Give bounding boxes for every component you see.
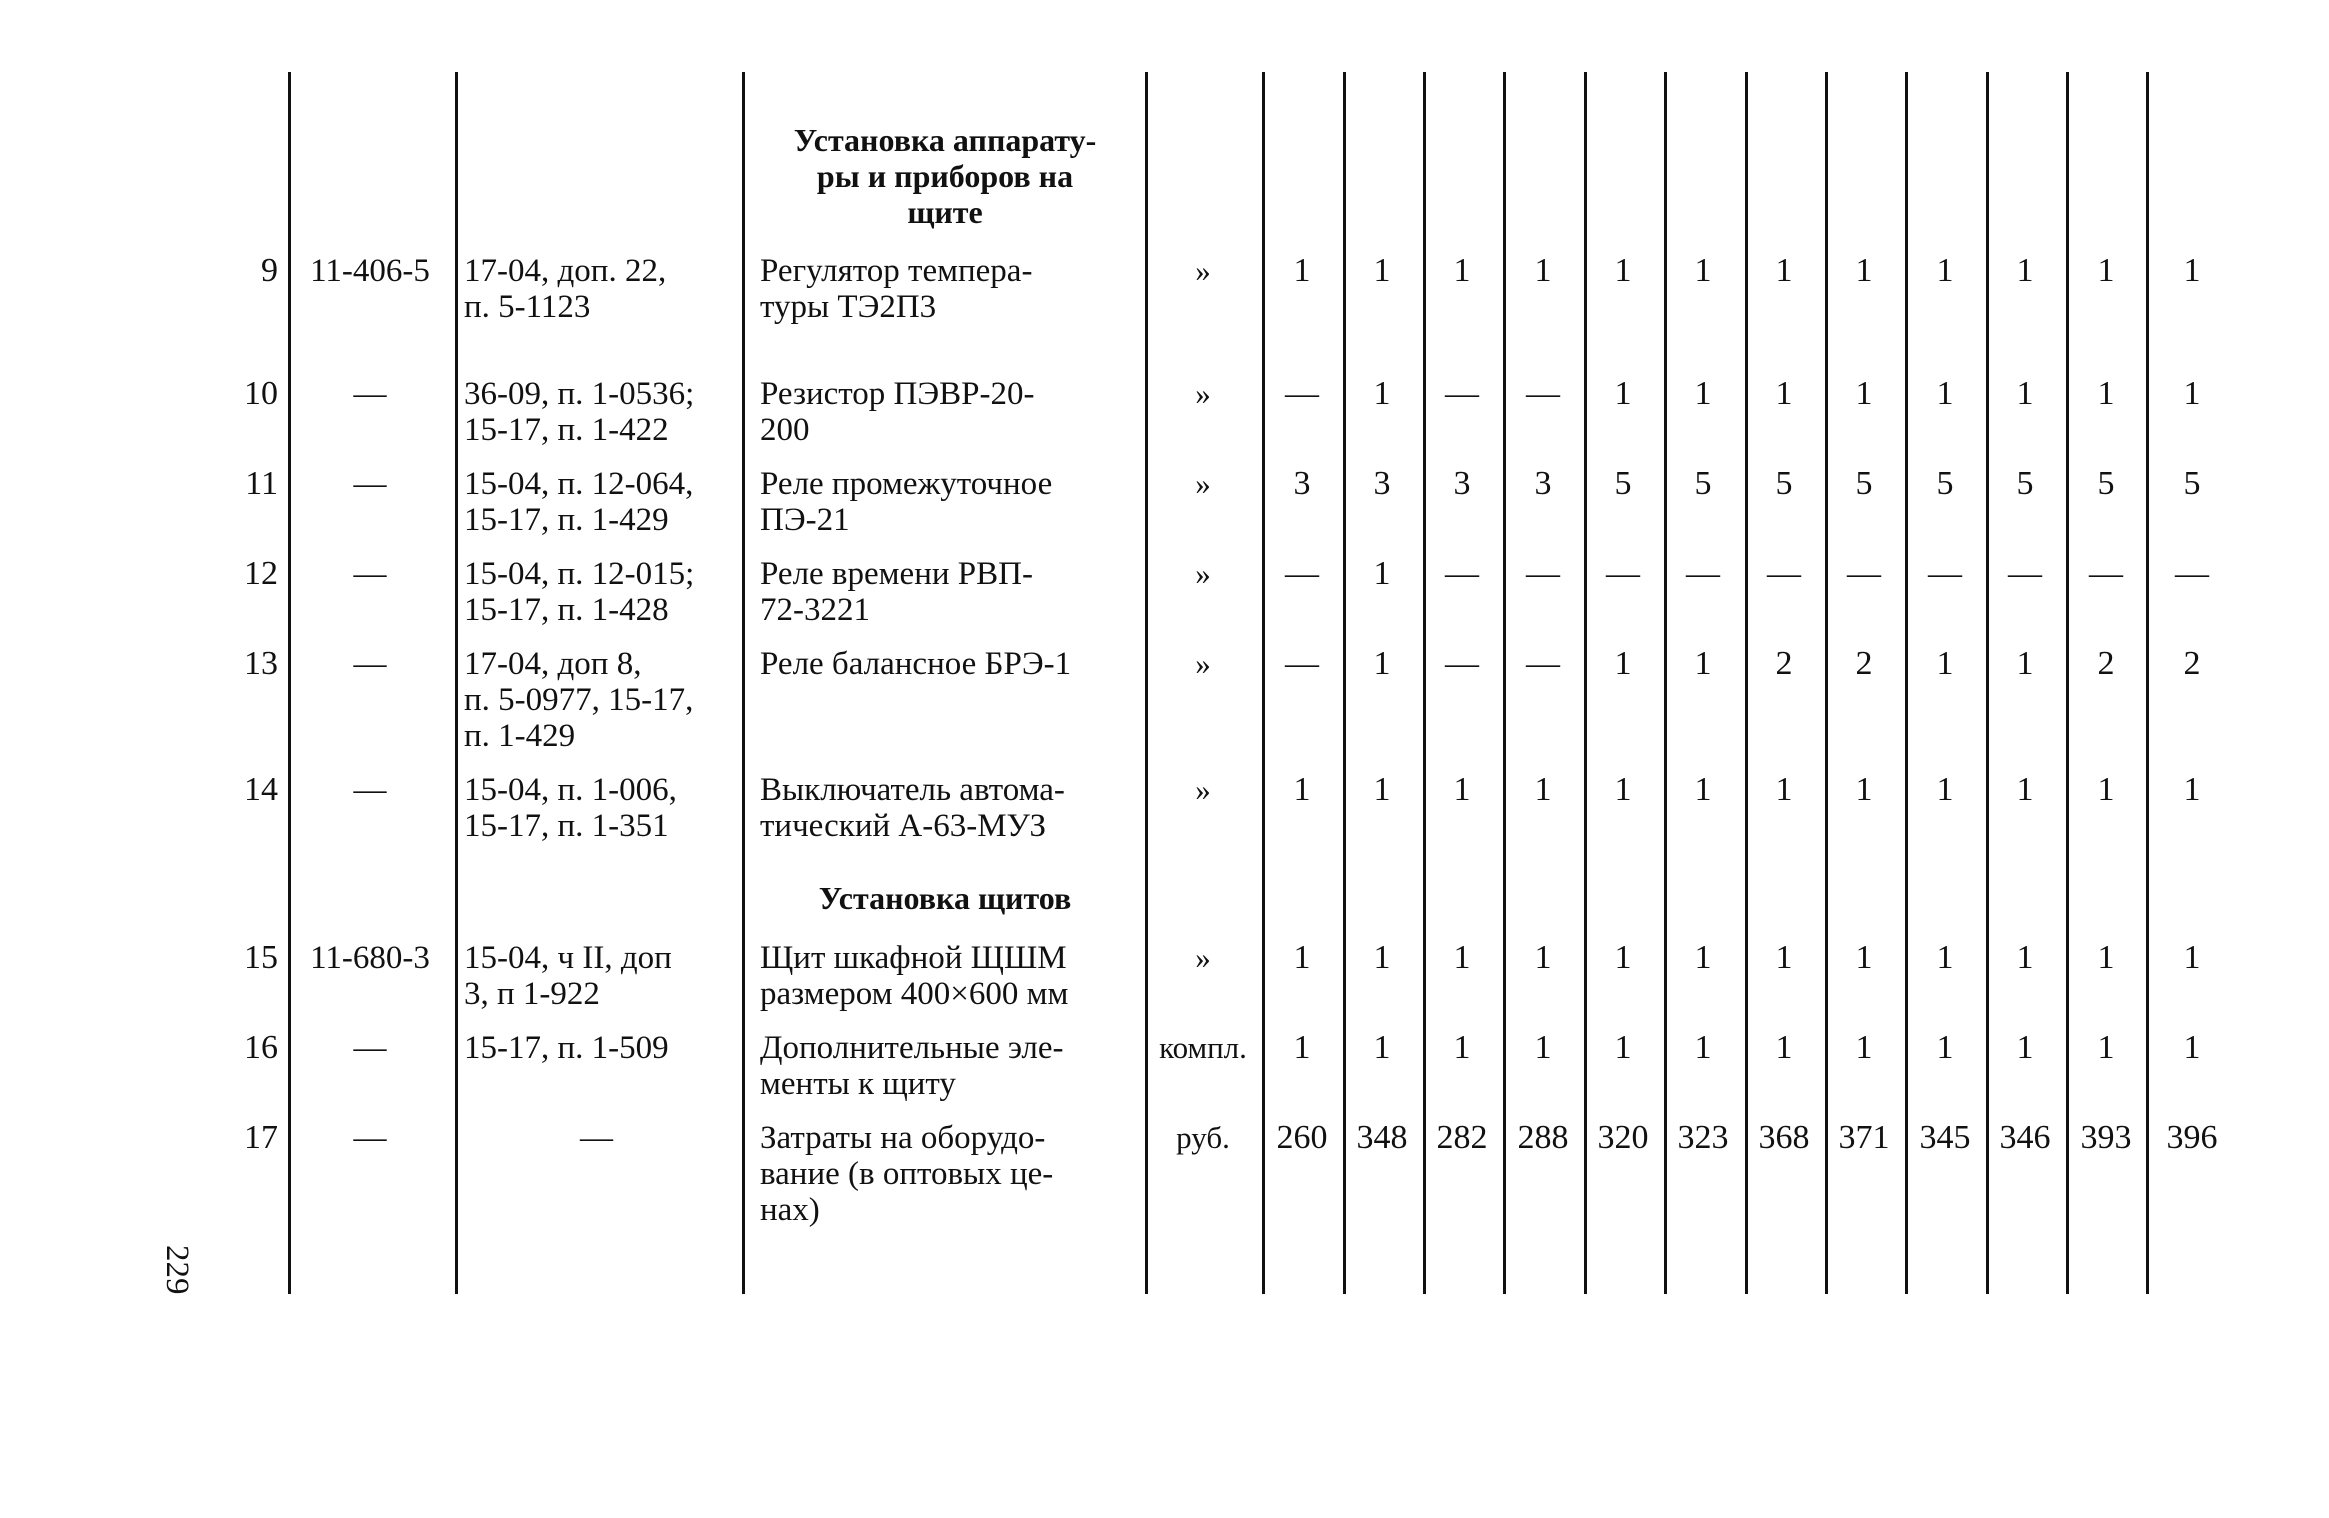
item-name: Щит шкафной ЩШМ размером 400×600 мм: [760, 940, 1069, 1012]
reference: 17-04, доп 8, п. 5-0977, 15-17, п. 1-429: [464, 646, 694, 754]
column-rule: [288, 72, 291, 1294]
value-cell: 2: [2097, 645, 2115, 682]
value-cell: 320: [1597, 1119, 1649, 1156]
column-rule: [1664, 72, 1667, 1294]
value-cell: 1: [1694, 1029, 1712, 1066]
value-cell: —: [1847, 555, 1881, 592]
value-cell: 1: [2183, 252, 2201, 289]
norm-code: 11-680-3: [310, 940, 430, 976]
row-number: 14: [244, 771, 278, 808]
value-cell: 5: [1694, 465, 1712, 502]
value-cell: 1: [1694, 645, 1712, 682]
section-heading: Установка аппарату- ры и приборов на щите: [793, 122, 1097, 230]
column-rule: [1745, 72, 1748, 1294]
column-rule: [2146, 72, 2149, 1294]
value-cell: 396: [2166, 1119, 2218, 1156]
unit: »: [1195, 940, 1211, 975]
value-cell: 2: [1855, 645, 1873, 682]
unit: »: [1195, 376, 1211, 411]
reference: 15-04, п. 1-006, 15-17, п. 1-351: [464, 772, 677, 844]
section-heading: Установка щитов: [818, 880, 1072, 916]
value-cell: —: [1767, 555, 1801, 592]
value-cell: 282: [1436, 1119, 1488, 1156]
value-cell: 5: [2097, 465, 2115, 502]
value-cell: 1: [1534, 252, 1552, 289]
value-cell: 2: [2183, 645, 2201, 682]
page-number: 229: [159, 1245, 195, 1295]
value-cell: 260: [1276, 1119, 1328, 1156]
value-cell: 1: [1614, 375, 1632, 412]
column-rule: [1262, 72, 1265, 1294]
value-cell: —: [1526, 375, 1560, 412]
unit: »: [1195, 646, 1211, 681]
value-cell: 5: [2016, 465, 2034, 502]
value-cell: 1: [2016, 939, 2034, 976]
value-cell: —: [2089, 555, 2123, 592]
value-cell: 1: [1293, 252, 1311, 289]
value-cell: 1: [2097, 375, 2115, 412]
item-name: Резистор ПЭВР-20- 200: [760, 376, 1035, 448]
value-cell: 1: [1775, 939, 1793, 976]
value-cell: 345: [1919, 1119, 1971, 1156]
value-cell: 3: [1373, 465, 1391, 502]
reference: 36-09, п. 1-0536; 15-17, п. 1-422: [464, 376, 695, 448]
unit: »: [1195, 556, 1211, 591]
value-cell: —: [1445, 375, 1479, 412]
value-cell: 3: [1293, 465, 1311, 502]
value-cell: —: [1285, 555, 1319, 592]
unit: компл.: [1159, 1030, 1247, 1065]
value-cell: 1: [1373, 645, 1391, 682]
value-cell: 368: [1758, 1119, 1810, 1156]
row-number: 9: [261, 252, 278, 289]
value-cell: 1: [1614, 252, 1632, 289]
value-cell: 1: [2097, 939, 2115, 976]
value-cell: 1: [1694, 771, 1712, 808]
column-rule: [1825, 72, 1828, 1294]
value-cell: 1: [1694, 252, 1712, 289]
value-cell: 1: [1453, 252, 1471, 289]
row-number: 12: [244, 555, 278, 592]
value-cell: 1: [2183, 939, 2201, 976]
value-cell: 1: [1453, 939, 1471, 976]
item-name: Затраты на оборудо- вание (в оптовых це- нах): [760, 1120, 1054, 1228]
value-cell: 1: [2016, 645, 2034, 682]
value-cell: 1: [1936, 375, 1954, 412]
value-cell: 393: [2080, 1119, 2132, 1156]
norm-code: —: [353, 556, 387, 592]
value-cell: 348: [1356, 1119, 1408, 1156]
column-rule: [455, 72, 458, 1294]
value-cell: 5: [1614, 465, 1632, 502]
norm-code: —: [353, 646, 387, 682]
value-cell: 1: [1775, 252, 1793, 289]
value-cell: 3: [1453, 465, 1471, 502]
value-cell: 1: [2183, 771, 2201, 808]
reference: 15-04, п. 12-015; 15-17, п. 1-428: [464, 556, 695, 628]
value-cell: 1: [1614, 645, 1632, 682]
value-cell: 1: [1373, 555, 1391, 592]
item-name: Регулятор темпера- туры ТЭ2П3: [760, 253, 1033, 325]
value-cell: 1: [1534, 1029, 1552, 1066]
value-cell: 5: [1775, 465, 1793, 502]
item-name: Выключатель автома- тический А-63-МУЗ: [760, 772, 1065, 844]
value-cell: 1: [1936, 645, 1954, 682]
value-cell: 1: [1373, 252, 1391, 289]
norm-code: 11-406-5: [310, 253, 430, 289]
value-cell: 1: [2016, 1029, 2034, 1066]
value-cell: —: [1285, 375, 1319, 412]
value-cell: 1: [1855, 771, 1873, 808]
row-number: 16: [244, 1029, 278, 1066]
value-cell: 5: [2183, 465, 2201, 502]
value-cell: 1: [2016, 252, 2034, 289]
value-cell: 3: [1534, 465, 1552, 502]
reference: 17-04, доп. 22, п. 5-1123: [464, 253, 667, 325]
value-cell: 1: [1614, 771, 1632, 808]
value-cell: 1: [1775, 375, 1793, 412]
value-cell: 1: [1373, 939, 1391, 976]
value-cell: 1: [1855, 252, 1873, 289]
value-cell: 1: [1936, 252, 1954, 289]
column-rule: [1986, 72, 1989, 1294]
value-cell: —: [2008, 555, 2042, 592]
row-number: 15: [244, 939, 278, 976]
value-cell: 371: [1838, 1119, 1890, 1156]
value-cell: 1: [1855, 375, 1873, 412]
column-rule: [1503, 72, 1506, 1294]
column-rule: [2066, 72, 2069, 1294]
value-cell: 1: [1855, 1029, 1873, 1066]
item-name: Дополнительные эле- менты к щиту: [760, 1030, 1064, 1102]
norm-code: —: [353, 1030, 387, 1066]
value-cell: 1: [1453, 1029, 1471, 1066]
row-number: 11: [245, 465, 278, 502]
row-number: 13: [244, 645, 278, 682]
reference: —: [580, 1120, 613, 1156]
value-cell: —: [1686, 555, 1720, 592]
item-name: Реле времени РВП- 72-3221: [760, 556, 1033, 628]
value-cell: 1: [1373, 375, 1391, 412]
value-cell: —: [1445, 645, 1479, 682]
value-cell: 1: [1936, 1029, 1954, 1066]
value-cell: —: [1606, 555, 1640, 592]
item-name: Реле балансное БРЭ-1: [760, 646, 1072, 682]
unit: »: [1195, 466, 1211, 501]
value-cell: 1: [2097, 771, 2115, 808]
column-rule: [1343, 72, 1346, 1294]
reference: 15-04, ч II, доп 3, п 1-922: [464, 940, 672, 1012]
column-rule: [1905, 72, 1908, 1294]
value-cell: 1: [1775, 771, 1793, 808]
value-cell: 1: [2183, 1029, 2201, 1066]
value-cell: —: [1445, 555, 1479, 592]
value-cell: 323: [1677, 1119, 1729, 1156]
unit: руб.: [1176, 1120, 1230, 1155]
value-cell: —: [1526, 555, 1560, 592]
value-cell: 1: [1694, 939, 1712, 976]
norm-code: —: [353, 376, 387, 412]
value-cell: —: [2175, 555, 2209, 592]
value-cell: 1: [1534, 939, 1552, 976]
value-cell: 1: [1453, 771, 1471, 808]
item-name: Реле промежуточное ПЭ-21: [760, 466, 1053, 538]
value-cell: 1: [2097, 1029, 2115, 1066]
value-cell: 1: [1534, 771, 1552, 808]
value-cell: 1: [1614, 1029, 1632, 1066]
value-cell: 1: [1293, 771, 1311, 808]
norm-code: —: [353, 1120, 387, 1156]
column-rule: [742, 72, 745, 1294]
column-rule: [1423, 72, 1426, 1294]
norm-code: —: [353, 466, 387, 502]
value-cell: 1: [1694, 375, 1712, 412]
value-cell: 1: [1775, 1029, 1793, 1066]
row-number: 10: [244, 375, 278, 412]
value-cell: 1: [1373, 1029, 1391, 1066]
row-number: 17: [244, 1119, 278, 1156]
value-cell: 1: [1936, 771, 1954, 808]
norm-code: —: [353, 772, 387, 808]
value-cell: —: [1526, 645, 1560, 682]
value-cell: 288: [1517, 1119, 1569, 1156]
unit: »: [1195, 772, 1211, 807]
value-cell: 1: [2016, 771, 2034, 808]
reference: 15-04, п. 12-064, 15-17, п. 1-429: [464, 466, 694, 538]
value-cell: 5: [1855, 465, 1873, 502]
value-cell: 1: [2097, 252, 2115, 289]
value-cell: 346: [1999, 1119, 2051, 1156]
reference: 15-17, п. 1-509: [464, 1030, 669, 1066]
value-cell: —: [1928, 555, 1962, 592]
value-cell: 1: [1936, 939, 1954, 976]
value-cell: 1: [1373, 771, 1391, 808]
value-cell: 1: [1293, 939, 1311, 976]
column-rule: [1584, 72, 1587, 1294]
value-cell: 1: [1614, 939, 1632, 976]
value-cell: 1: [1855, 939, 1873, 976]
value-cell: —: [1285, 645, 1319, 682]
unit: »: [1195, 253, 1211, 288]
value-cell: 1: [1293, 1029, 1311, 1066]
value-cell: 5: [1936, 465, 1954, 502]
value-cell: 2: [1775, 645, 1793, 682]
value-cell: 1: [2183, 375, 2201, 412]
value-cell: 1: [2016, 375, 2034, 412]
